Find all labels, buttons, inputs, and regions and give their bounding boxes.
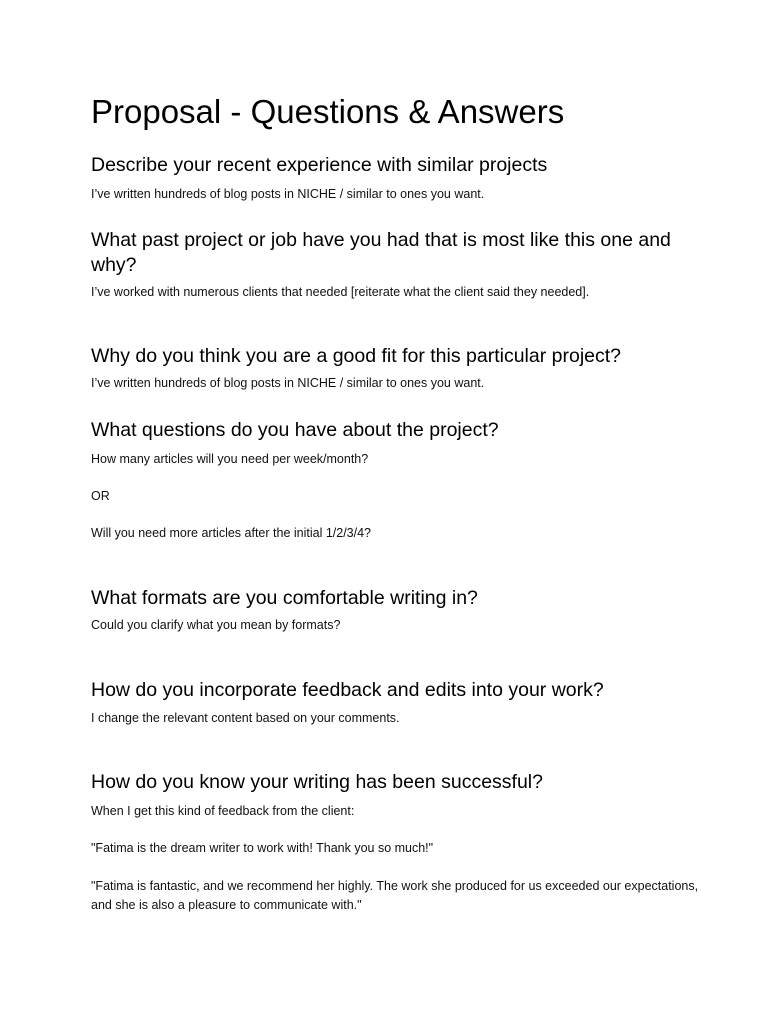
question-past-project: What past project or job have you had that is most like this one and why? bbox=[91, 229, 671, 276]
question-formats: What formats are you comfortable writing in? bbox=[91, 587, 478, 609]
question-feedback-edits: How do you incorporate feedback and edits into your work? bbox=[91, 679, 604, 701]
answer-past-project: I’ve worked with numerous clients that needed [reiterate what the client said they needed]. bbox=[91, 285, 590, 299]
answer-or: OR bbox=[91, 489, 110, 503]
answer-client-feedback-intro: When I get this kind of feedback from the client: bbox=[91, 804, 355, 818]
answer-articles-per-week: How many articles will you need per week/month? bbox=[91, 452, 369, 466]
document-title: Proposal - Questions & Answers bbox=[91, 93, 565, 130]
answer-formats: Could you clarify what you mean by formats? bbox=[91, 618, 341, 632]
answer-good-fit: I’ve written hundreds of blog posts in NICHE / similar to ones you want. bbox=[91, 376, 485, 390]
question-project-questions: What questions do you have about the project? bbox=[91, 419, 499, 441]
question-good-fit: Why do you think you are a good fit for this particular project? bbox=[91, 345, 622, 367]
answer-recent-experience: I’ve written hundreds of blog posts in NICHE / similar to ones you want. bbox=[91, 187, 485, 201]
answer-more-articles: Will you need more articles after the initial 1/2/3/4? bbox=[91, 526, 371, 540]
answer-testimonial-1: "Fatima is the dream writer to work with! Thank you so much!" bbox=[91, 841, 434, 855]
question-recent-experience: Describe your recent experience with similar projects bbox=[91, 154, 548, 176]
question-writing-success: How do you know your writing has been successful? bbox=[91, 771, 543, 793]
answer-testimonial-2: "Fatima is fantastic, and we recommend her highly. The work she produced for us exceeded our expectations, and she is also a pleasure to communicate with." bbox=[91, 879, 699, 912]
answer-feedback-edits: I change the relevant content based on your comments. bbox=[91, 711, 400, 725]
